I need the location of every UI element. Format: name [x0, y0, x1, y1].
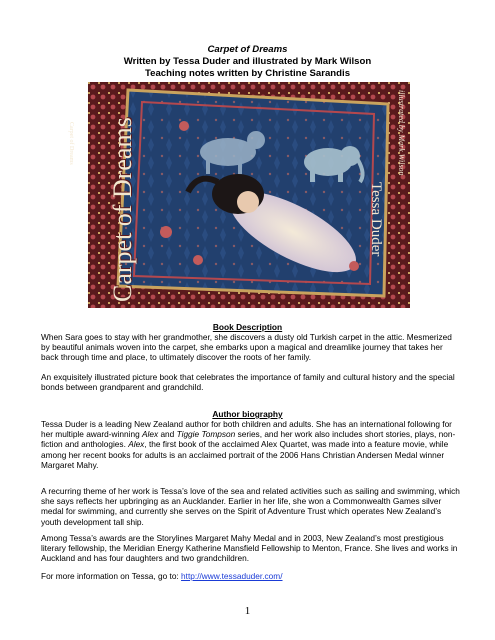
book-description-paragraph: When Sara goes to stay with her grandmother, she discovers a dusty old Turkish carpet in the attic. Mesmerized by beautiful animals woven into the carpet, she embarks upon a magical and dreamlike journey that takes her back through time and place, to ultimately discover the roots of her family. [41, 332, 452, 363]
author-biography-paragraph-3: Among Tessa’s awards are the Storylines Margaret Mahy Medal and in 2003, New Zealand’s most prestigious literary fellowship, the Meridian Energy Katherine Mansfield Fellowship to Menton, France. She lives and works in Auckland and has four daughters and two grandchildren. [41, 533, 458, 564]
author-website-link[interactable]: http://www.tessaduder.com/ [181, 571, 283, 581]
title-block [0, 44, 495, 80]
cover-title-text: Carpet of Dreams [108, 117, 137, 302]
book-title: Carpet of Dreams [207, 44, 288, 55]
bio-text: , the first book of the acclaimed Alex Quartet, was made into a feature movie, while among her recent books for adults is an acclaimed portrait of the 2006 Hans Christian Andersen Medal winner Margaret Mahy. [41, 439, 449, 470]
bio-title-alex-2: Alex [128, 439, 145, 450]
bio-title-alex: Alex [142, 429, 159, 440]
author-biography-heading: Author biography [212, 409, 283, 419]
cover-illustrator-text: illustrated by Mark Wilson [397, 90, 406, 176]
author-illustrator-line: Written by Tessa Duder and illustrated by Mark Wilson [123, 56, 372, 67]
book-description-heading: Book Description [212, 322, 283, 332]
bio-text: and [158, 429, 177, 440]
author-biography-paragraph-2: A recurring theme of her work is Tessa’s love of the sea and related activities such as sailing and swimming, which she says reflects her upbringing as an Aucklander. Earlier in her life, she won a Commonwealth Games silver medal for swimming, and currently she serves on the Spirit of Adventure Trust which operates New Zealand’s youth development tall ship. [41, 486, 460, 527]
bio-text: Tessa Duder is a leading New Zealand author for both children and adults. She has an international following for her multiple award-winning [41, 419, 452, 440]
bio-title-tiggie: Tiggie Tompson [176, 429, 236, 440]
cover-spine-text: Carpet of Dreams [68, 122, 74, 165]
author-biography-paragraph-4 [41, 571, 461, 581]
author-biography-paragraph [41, 419, 461, 470]
notes-author-line: Teaching notes written by Christine Sarandis [144, 68, 351, 79]
cover-author-text: Tessa Duder [368, 182, 384, 257]
page-number: 1 [244, 605, 251, 617]
book-cover-image [68, 82, 410, 308]
bio-text: series, and her work also includes short stories, plays, non-fiction and anthologies. [41, 429, 456, 450]
more-info-text: For more information on Tessa, go to: [41, 571, 182, 581]
book-description-paragraph-2: An exquisitely illustrated picture book that celebrates the importance of family and cultural history and the special bonds between grandparent and grandchild. [41, 372, 455, 393]
